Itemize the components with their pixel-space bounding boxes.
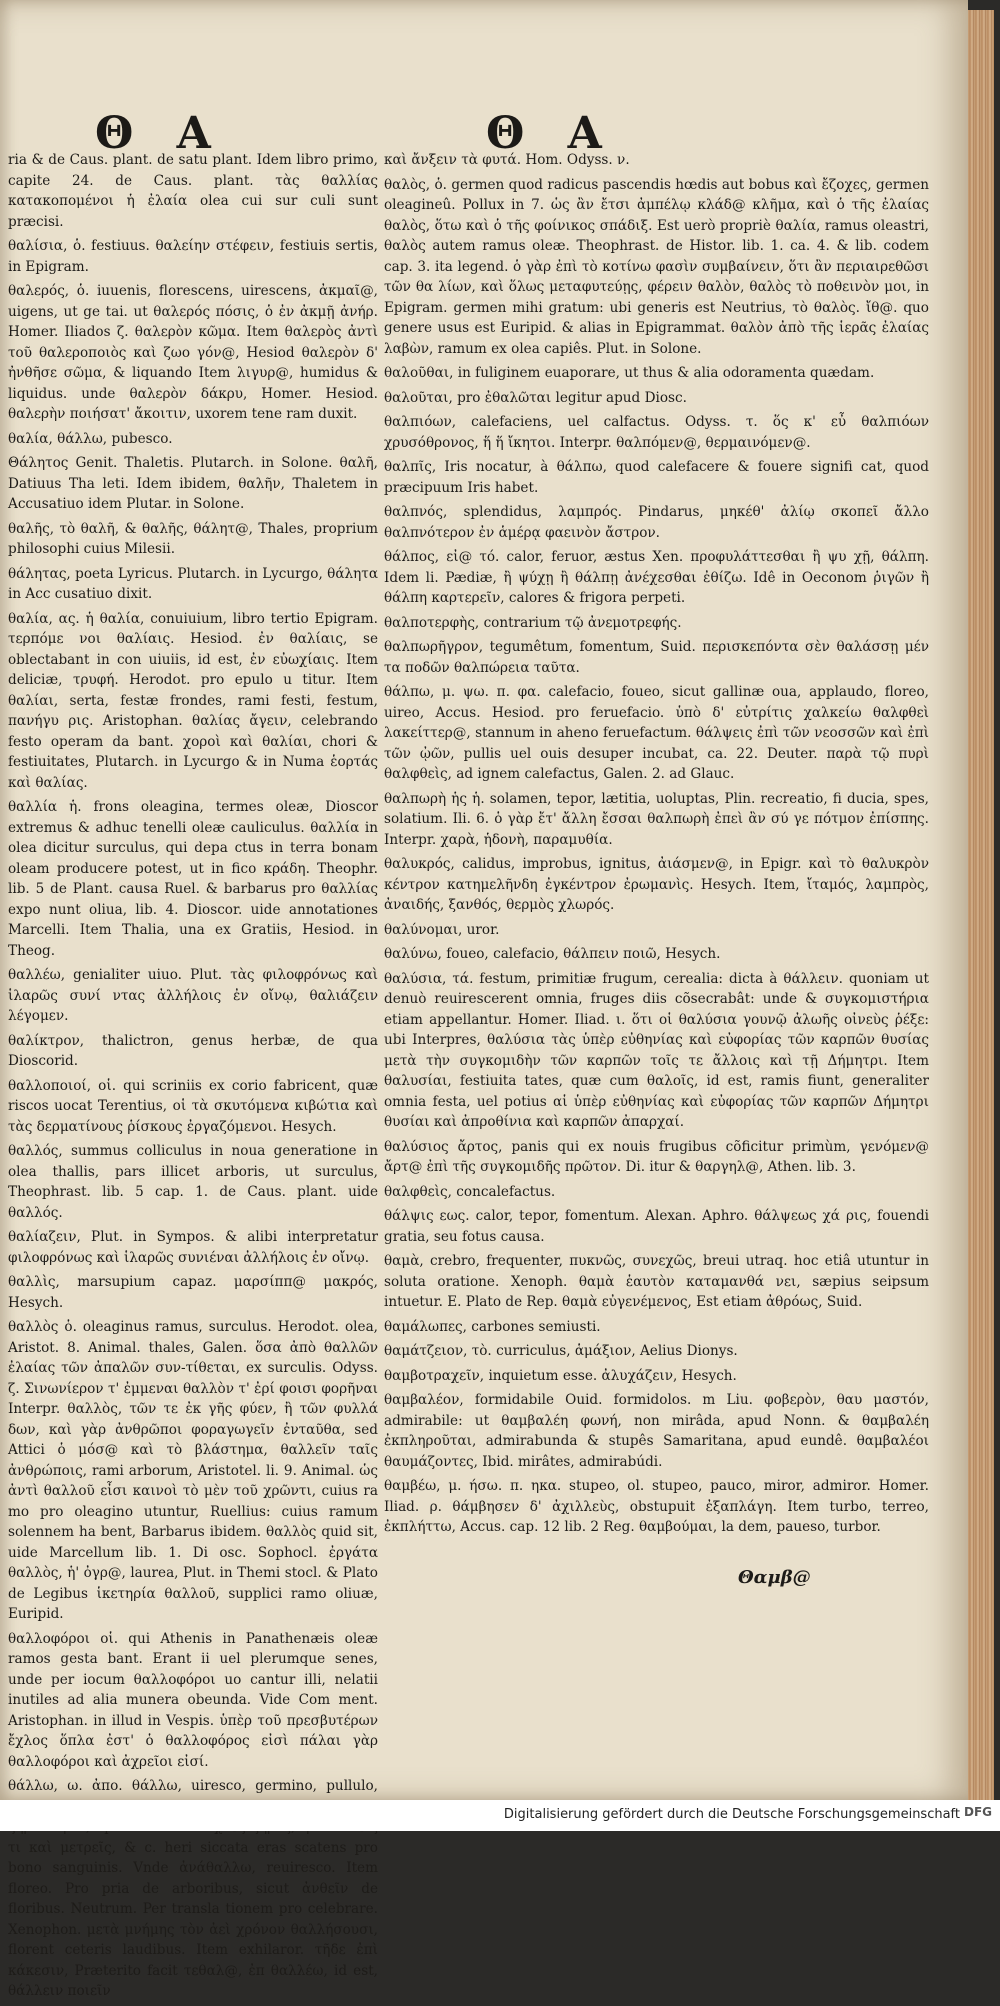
- dictionary-entry: θαλερός, ὁ. iuuenis, florescens, uirescens, ἀκμαῖ@, uigens, ut ge tai. ut θαλερός πόσις, ὁ ἐν ἀκμῇ ἀνήρ. Homer. Iliados ζ. θαλερὸν κῶμα. Item θαλερὸς ἀντὶ τοῦ θαλεροποιὸς καὶ ζωο γόν@, Hesiod θαλερὸν δ' ἠνθῆσε σῶμα, & liquando Item λιγυρ@, humidus & liquidus. unde θαλερὸν δάκρυ, Homer. Hesiod. θαλερὴν ποιήσατ' ἄκοιτιν, uxorem tene ram duxit.: [8, 283, 378, 422]
- dictionary-entry: θαλλοφόροι οἱ. qui Athenis in Panathenæis oleæ ramos gesta bant. Erant ii uel plerumque senes, unde per iocum θαλλοφόροι uo cantur illi, nelatii inutiles ad alia munera obeunda. Vide Com ment. Aristophan. in illud in Vespis. ὑπὲρ τοῦ πρεσβυτέρων ἔχλος ὅπλα ἐστ' ὁ θαλλοφόρος εἰσὶ πάλαι γὰρ θαλλοφόροι καὶ ἀχρεῖοι εἰσί.: [8, 1630, 378, 1770]
- dictionary-entry: θαλύσιος ἄρτος, panis qui ex nouis frugibus cõficitur primùm, γενόμεν@ ἄρτ@ ἐπὶ τῆς συγκομιδῆς πρῶτον. Di. itur & θαργηλ@, Athen. lib. 3.: [384, 1138, 929, 1175]
- right-column-header: Θ Α: [486, 108, 616, 159]
- dictionary-entry: θαλύσια, τά. festum, primitiæ frugum, cerealia: dicta à θάλλειν. quoniam ut denuò reuirescerent omnia, fruges diis cõsecrabât: unde & συγκομιστήρια etiam appellantur. Homer. Iliad. ι. ὅτι οἱ θαλύσια γουνῷ ἀλωῆς οἰνεὺς ῥέξε: ubi Interpres, θαλύσια τὰς ὑπὲρ εὐθηνίας καὶ εὐφορίας τῶν καρπῶν θυσίας μετὰ τὴν συγκομιδὴν τῶν καρπῶν τοῖς τε ἄλλοις καὶ τῇ Δήμητρι. Item θαλυσίαι, festiuita tates, quæ cum θαλοῖς, id est, ramis fiunt, generaliter omnia festa, uel potius αἱ ὑπὲρ εὐθηνίας καὶ εὐφορίας τῶν καρπῶν Δήμητρι θυσίαι καὶ ἀπροθίνια καὶ καρπῶν ἀπαρχαί.: [384, 970, 929, 1130]
- dictionary-entry: θαμάτζειον, τὸ. curriculus, ἁμάξιον, Aelius Dionys.: [384, 1343, 738, 1359]
- dictionary-entry: θαμάλωπες, carbones semiusti.: [384, 1318, 601, 1335]
- dictionary-entry: θαλὸς, ὁ. germen quod radicus pascendis hœdis aut bobus καὶ ἔζοχες, germen oleagineû. Pollux in 7. ὡς ἂν ἔτσι ἀμπέλῳ κλάδ@ κλῆμα, καὶ ὁ τῆς ἐλαίας θαλὸς, ὅτω καὶ ὁ τῆς φοίνικος σπάδιξ. Est uerò propriè θαλία, ramus oleastri, θαλὸς autem ramus oleæ. Theophrast. de Histor. lib. 1. ca. 4. & lib. codem cap. 3. ita legend. ὁ γὰρ ἐπὶ τὸ κοτίνω φασὶν συμβαίνειν, ὅτι ἂν περιαιρεθῶσι τῶν θα λίων, καὶ ὅλως μεταφυτεύῃς, φέρειν θαλὸν, θαλὸς τὸ ποθεινὸν μοι, in Epigram. germen mihi gratum: ubi generis est Neutrius, τὸ θαλὸς. ἴθ@. quo genere usus est Euripid. & alias in Epigrammat. θαλὸν ἀπὸ τῆς ἱερᾶς ἐλαίας λαβὼν, ramum ex olea capiês. Plut. in Solone.: [384, 176, 929, 357]
- dictionary-entry: θαλοῦται, pro ἐθαλῶται legitur apud Diosc.: [384, 389, 687, 406]
- dictionary-entry: θαμβοτραχεῖν, inquietum esse. ἀλυχάζειν, Hesych.: [384, 1367, 737, 1384]
- dictionary-entry: θαλπωρῆγρον, tegumêtum, fomentum, Suid. περισκεπόντα σὲν θαλάσσῃ μέν τα ποδῶν θαλπώρεια ταῦτα.: [384, 639, 929, 676]
- dictionary-entry: θαλπιόων, calefaciens, uel calfactus. Odyss. τ. ὅς κ' εὖ θαλπιόων χρυσόθρονος, ἥ ἥ ἴκητοι. Interpr. θαλπόμεν@, θερμαινόμεν@.: [384, 414, 929, 451]
- dictionary-entry: θαμβαλέον, formidabile Ouid. formidolos. m Liu. φοβερὸν, θαυ μαστόν, admirabile: ut θαμβαλέη φωνή, non mirâda, apud Nonn. & θαμβαλέη ἐκπληροῦται, admirabunda & stupês Samaritana, apud eundê. θαμβαλέοι θαυμάζοντες, Ibid. mirâtes, admirabúdi.: [384, 1392, 929, 1470]
- dictionary-entry: θαλποτερφὴς, contrarium τῷ ἀνεμοτρεφής.: [384, 614, 682, 631]
- dictionary-entry: θαλίκτρον, thalictron, genus herbæ, de qua Dioscorid.: [8, 1032, 378, 1069]
- right-column: [384, 150, 929, 1542]
- dictionary-entry: θαλπνός, splendidus, λαμπρός. Pindarus, μηκέθ' ἀλίῳ σκοπεῖ ἄλλο θαλπνότερον ἐν ἁμέρᾳ φαεινὸν ἄστρον.: [384, 504, 929, 541]
- dictionary-entry: θάλλω, ω. ἀπο. θάλλω, uiresco, germino, pullulo, τι καὶ μετρεῖς, & c. heri siccata eras scatens pro bono sanguinis. Vnde ἀνάθαλλω, reuiresco. Item floreo. Pro pria de arboribus, sicut ἀνθεῖν de floribus. Neutrum. Per transla tionem pro celebrare. Xenophon. μετὰ μνήμης τὸν ἀεὶ χρόνον θαλλήσουσι, florent ceteris laudibus. Item exhilaror. τῆδε ἐπὶ κάκεσιν, Præterito facit τεθαλ@, ἐπ θαλλέω, id est, θάλλειν ποιεῖν: [8, 1778, 378, 1999]
- dfg-logo-icon: DFG: [964, 1805, 993, 1819]
- dictionary-entry: θαλυκρός, calidus, improbus, ignitus, ἀιάσμεν@, in Epigr. καὶ τὸ θαλυκρὸν κέντρον κατημελῆνδη ἐγκέντρον ἐρωμανὶς. Hesych. Item, ἴταμός, λαμπρὸς, ἀναιδής, ξανθός, θερμὸς χλωρός.: [384, 856, 929, 913]
- left-column-header: Θ Α: [95, 108, 225, 159]
- dictionary-entry: θαλλέω, genialiter uiuo. Plut. τὰς φιλοφρόνως καὶ ἱλαρῶς συνί ντας ἀλλήλοις ἐν οἴνῳ, θαλιάζειν λέγομεν.: [8, 967, 378, 1024]
- dictionary-entry: θαλπῖς, Iris nocatur, à θάλπω, quod calefacere & fouere signifi cat, quod præcipuum Iris habet.: [384, 459, 929, 496]
- dictionary-entry: θαλία, ας. ἡ θαλία, conuiuium, libro tertio Epigram. τερπόμε νοι θαλίαις. Hesiod. ἐν θαλίαις, se oblectabant in con uiuiis, id est, ἐν εὐωχίαις. Item deliciæ, τρυφή. Herodot. pro epulo u titur. Item θαλίαι, serta, festæ frondes, rami festi, festum, πανήγυ ρις. Aristophan. θαλίας ἄγειν, celebrando festo operam da bant. χοροὶ καὶ θαλίαι, chori & festiuitates, Plutarch. in Lycurgo & in Numa ἑορτάς καὶ θαλίας.: [8, 610, 378, 791]
- dictionary-entry: θαμὰ, crebro, frequenter, πυκνῶς, συνεχῶς, breui utraq. hoc etiâ utuntur in soluta oratione. Xenoph. θαμὰ ἑαυτὸν καταμανθά νει, sæpius seipsum intuetur. E. Plato de Rep. θαμὰ εὐγενέμενος, Est etiam ἀθρόως, Suid.: [384, 1253, 929, 1310]
- dictionary-entry: θάλητας, poeta Lyricus. Plutarch. in Lycurgo, θάλητα in Acc cusatiuo dixit.: [8, 565, 378, 602]
- dictionary-entry: ria & de Caus. plant. de satu plant. Idem libro primo, capite 24. de Caus. plant. τὰς θαλλίας κατακοπομένοι ἡ ἐλαία olea cui sur culi sunt præcisi.: [8, 152, 378, 230]
- dictionary-entry: Θάλητος Genit. Thaletis. Plutarch. in Solone. θαλῆ, Datiuus Tha leti. Idem ibidem, θαλῆν, Thaletem in Accusatiuo idem Plutar. in Solone.: [8, 455, 378, 512]
- dictionary-entry: θαλλία ἡ. frons oleagina, termes oleæ, Dioscor extremus & adhuc tenelli oleæ cauliculus. θαλλία in olea dicitur surculus, qui depa ctus in terra bonam oleam producere potest, ut in fico κράδη. Theophr. lib. 5 de Plant. causa Ruel. & barbarus pro θαλλίας expo nunt oliua, lib. 4. Dioscor. uide annotationes Marcelli. Item Thalia, una ex Gratiis, Hesiod. in Theog.: [8, 799, 378, 959]
- dictionary-entry: θαλία, θάλλω, pubesco.: [8, 430, 173, 447]
- dictionary-entry: θαλπωρὴ ἡς ἡ. solamen, tepor, lætitia, uoluptas, Plin. recreatio, fi ducia, spes, solatium. Ili. 6. ὁ γὰρ ἔτ' ἄλλη ἔσσαι θαλπωρὴ ἐπεὶ ἂν σύ γε πότμον ἐπίσπης. Interpr. χαρὰ, ἡδονὴ, παραμυθία.: [384, 790, 929, 848]
- dictionary-entry: θαλλὸς ὁ. oleaginus ramus, surculus. Herodot. olea, Aristot. 8. Animal. thales, Galen. ὅσα ἀπὸ θαλλῶν ἐλαίας τῶν ἀπαλῶν συν-τίθεται, ex surculis. Odyss. ζ. Σινωνίερον τ' ἐμμεναι θαλλὸν τ' ἐρί φοισι φορῆναι Interpr. θαλλὸς, τῶν τε ἐκ γῆς φύεν, ἢ τῶν φυλλά δων, καὶ γὰρ ἀνθρῶποι φοραγωγεῖν ἐνταῦθα, sed Attici ὁ μόσ@ καὶ τὸ βλάστημα, θαλλεῖν ταῖς ἀνθρώποις, rami arborum, Aristotel. li. 9. Animal. ὡς ἀντὶ θαλλοῦ εἶσι καινοὶ τὸ μὲν τοῦ χρῶντι, cuius ra mo pro oleagino utuntur, Ruellius: cuius ramum solennem ha bent, Barbarus ibidem. θαλλὸς quid sit, uide Marcellum lib. 1. Di osc. Sophocl. ἐργάτα θαλλὸς, ἡ' ὀγρ@, laurea, Plut. in Themi stocl. & Plato de Legibus ἱκετηρία θαλλοῦ, supplici ramo oliuæ, Euripid.: [8, 1319, 378, 1622]
- dictionary-entry: θαλλός, summus colliculus in noua generatione in olea thallis, pars illicet arboris, ut surculus, Theophrast. lib. 5 cap. 1. de Caus. plant. uide θαλλός.: [8, 1143, 378, 1221]
- left-column: [8, 150, 378, 2006]
- dictionary-entry: θαλίαζειν, Plut. in Sympos. & alibi interpretatur φιλοφρόνως καὶ ἱλαρῶς συνιέναι ἀλλήλοις ἐν οἴνῳ.: [8, 1229, 378, 1266]
- dictionary-entry: θαλίσια, ὁ. festiuus. θαλείην στέφειν, festiuis sertis, in Epigram.: [8, 238, 378, 275]
- dictionary-entry: θαλύνομαι, uror.: [384, 921, 500, 938]
- dictionary-entry: θάλπος, εἰ@ τό. calor, feruor, æstus Xen. προφυλάττεσθαι ἢ ψυ χῇ, θάλπη. Idem li. Pædiæ, ἢ ψύχῃ ἢ θάλπῃ ἀνέχεσθαι ἐθίζω. Idê in Oeconom ῥιγῶν ἢ θάλπη καρτερεῖν, calores & frigora perpeti.: [384, 549, 929, 606]
- dictionary-entry: θαλφθεὶς, concalefactus.: [384, 1183, 556, 1200]
- footer-credit: Digitalisierung gefördert durch die Deutsche Forschungsgemeinschaft: [503, 1807, 960, 1822]
- page-edge: [968, 10, 994, 1800]
- dictionary-entry: θάλψις εως. calor, tepor, fomentum. Alexan. Aphro. θάλψεως χά ρις, fouendi gratia, seu fotus causa.: [384, 1208, 929, 1245]
- dictionary-entry: θαλλὶς, marsupium capaz. μαρσίππ@ μακρός, Hesych.: [8, 1274, 378, 1311]
- dictionary-entry: θαλῆς, τὸ θαλῆ, & θαλῆς, θάλητ@, Thales, proprium philosophi cuius Milesii.: [8, 520, 378, 557]
- dictionary-entry: θαμβέω, μ. ήσω. π. ηκα. stupeo, ol. stupeo, pauco, miror, admiror. Homer. Iliad. ρ. θάμβησεν δ' ἀχιλλεὺς, obstupuit ἐξαπλάγη. Item turbo, terreo, ἐκπλήττω, Accus. cap. 12 lib. 2 Reg. θαμβούμαι, la dem, paueso, turbor.: [384, 1478, 929, 1535]
- dictionary-entry: θαλύνω, foueo, calefacio, θάλπειν ποιῶ, Hesych.: [384, 946, 721, 962]
- dictionary-entry: θαλλοποιοί, οἱ. qui scriniis ex corio fabricent, quæ riscos uocat Terentius, οἱ τὰ σκυτόμενα κιβώτια καὶ τὰς δερματίνους ῥίσκους ἐργαζόμενοι. Hesych.: [8, 1077, 378, 1135]
- dictionary-entry: θαλοῦθαι, in fuliginem euaporare, ut thus & alia odoramenta quædam.: [384, 365, 875, 381]
- dictionary-entry: καὶ ἄνξειν τὰ φυτά. Hom. Odyss. ν.: [384, 152, 630, 168]
- dictionary-entry: θάλπω, μ. ψω. π. φα. calefacio, foueo, sicut gallinæ oua, applaudo, floreo, uireo, Accus. Hesiod. pro feruefacio. ὑπὸ δ' εὐτρίτις χαλκείω θαλφθεὶ λακείττερ@, stannum in aheno feruefactum. θάλψεις ἐπὶ τῶν νεοσσῶν καὶ ἐπὶ τῶν ᾠῶν, pullis uel ouis desuper incubat, ca. 22. Deuter. παρὰ τῷ πυρὶ θαλφθεὶς, ad ignem calefactus, Galen. 2. ad Glauc.: [384, 684, 929, 782]
- catchword: Θαμβ@: [738, 1567, 811, 1588]
